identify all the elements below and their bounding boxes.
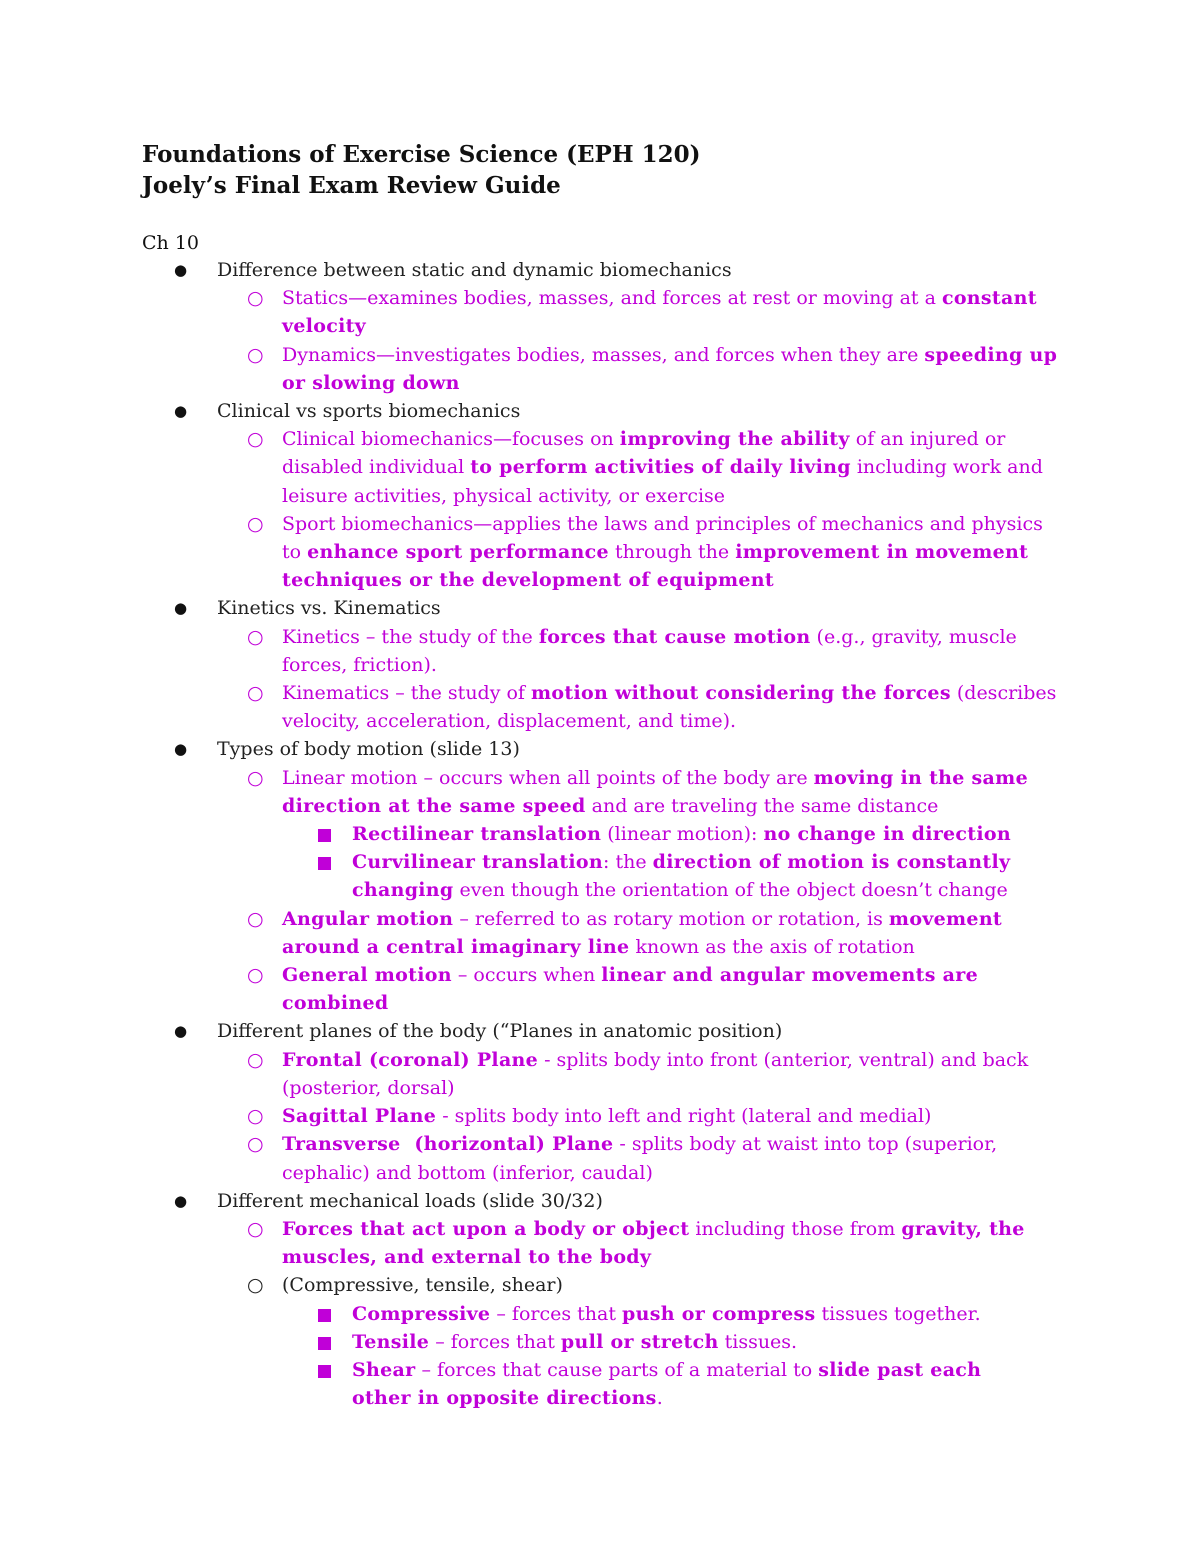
notes-list (0, 256, 1200, 1412)
square-bullet-icon (318, 1337, 331, 1350)
list-item (0, 425, 1062, 510)
note-text: through the (608, 541, 736, 564)
list-item (0, 594, 1200, 622)
square-bullet-icon (318, 1309, 331, 1322)
list-item (0, 1356, 1042, 1412)
note-text: – forces that (490, 1302, 623, 1325)
note-emphasis: improving the ability (619, 428, 850, 451)
note-text: – occurs when (451, 964, 602, 987)
list-item (0, 1328, 1042, 1356)
list-item (0, 820, 1042, 848)
note-text: tissues together. (815, 1302, 981, 1325)
circle-bullet-icon: ○ (247, 512, 264, 535)
list-item (0, 679, 1062, 735)
list-item (0, 256, 1200, 284)
square-bullet-icon (318, 829, 331, 842)
list-item (0, 1017, 1200, 1045)
list-item (0, 961, 1062, 1017)
note-text: including those from (689, 1217, 902, 1240)
list-item (0, 1271, 1062, 1299)
square-bullet-icon (318, 857, 331, 870)
note-text: Sport biomechanics—applies the laws and principles of mechanics and physics to (282, 512, 1043, 564)
note-text: Linear motion – occurs when all points of the body are (282, 766, 814, 789)
list-item (0, 764, 1062, 820)
note-emphasis: forces that cause motion (538, 625, 811, 648)
note-text: Kinematics – the study of (282, 682, 532, 705)
circle-bullet-icon: ○ (247, 428, 264, 451)
circle-bullet-icon: ○ (247, 1048, 264, 1071)
note-emphasis: Forces that act upon a body or object (282, 1217, 690, 1240)
note-emphasis: moving in the same direction at the same speed (282, 766, 1028, 817)
square-bullet-icon (318, 1365, 331, 1378)
bullet-icon: ● (174, 402, 188, 421)
note-text: even though the orientation of the object doesn’t change (453, 879, 1008, 902)
note-emphasis: constant velocity (282, 287, 1037, 338)
circle-bullet-icon: ○ (247, 287, 264, 310)
note-text: (linear motion): (601, 823, 764, 846)
circle-bullet-icon: ○ (247, 1217, 264, 1240)
bullet-icon: ● (174, 599, 188, 618)
note-emphasis: Tensile (352, 1330, 430, 1353)
list-item (0, 341, 1062, 397)
list-item (0, 1130, 1062, 1186)
note-emphasis: motion without considering the forces (531, 682, 951, 705)
circle-bullet-icon: ○ (247, 625, 264, 648)
section-heading: Different mechanical loads (slide 30/32) (217, 1189, 603, 1212)
note-emphasis: Shear (352, 1358, 416, 1381)
note-emphasis: to perform activities of daily living (470, 456, 851, 479)
note-emphasis: Rectilinear translation (352, 823, 602, 846)
note-text: (Compressive, tensile, shear) (282, 1274, 563, 1297)
bullet-icon: ● (174, 1191, 188, 1210)
list-item (0, 397, 1200, 425)
section-heading: Clinical vs sports biomechanics (217, 400, 521, 423)
note-text: : the (603, 851, 653, 874)
list-item (0, 1215, 1062, 1271)
note-text: – forces that cause parts of a material to (415, 1358, 819, 1381)
list-item (0, 1300, 1042, 1328)
chapter-heading: Ch 10 (142, 232, 199, 254)
note-text: (e.g., gravity, muscle forces, friction). (282, 625, 1017, 676)
list-item (0, 1187, 1200, 1215)
circle-bullet-icon: ○ (247, 1105, 264, 1128)
bullet-icon: ● (174, 1022, 188, 1041)
note-text: known as the axis of rotation (629, 935, 915, 958)
note-emphasis: Angular motion (282, 907, 454, 930)
note-text: including work and leisure activities, physical activity, or exercise (282, 456, 1043, 507)
note-emphasis: pull or stretch (560, 1330, 719, 1353)
note-text: - splits body at waist into top (superior, cephalic) and bottom (inferior, caudal) (282, 1133, 998, 1184)
note-text: (describes velocity, acceleration, displacement, and time). (282, 682, 1057, 733)
list-item (0, 284, 1062, 340)
note-emphasis: Frontal (coronal) Plane (282, 1048, 539, 1071)
bullet-icon: ● (174, 261, 188, 279)
note-emphasis: slide past each other in opposite directions (352, 1358, 982, 1410)
circle-bullet-icon: ○ (247, 766, 264, 789)
note-emphasis: push or compress (622, 1302, 816, 1325)
section-heading: Different planes of the body (“Planes in anatomic position) (217, 1020, 783, 1043)
section-heading: Types of body motion (slide 13) (217, 738, 520, 761)
note-emphasis: speeding up or slowing down (282, 343, 1058, 394)
note-emphasis: movement around a central imaginary line (282, 907, 1003, 958)
document-subtitle: Joely’s Final Exam Review Guide (142, 172, 561, 199)
note-text: and are traveling the same distance (585, 794, 939, 817)
note-text: Kinetics – the study of the (282, 625, 539, 648)
section-heading: Difference between static and dynamic biomechanics (217, 259, 732, 281)
note-emphasis: linear and angular movements are combined (282, 964, 978, 1015)
circle-bullet-icon: ○ (247, 964, 264, 987)
note-text: . (656, 1387, 663, 1410)
circle-bullet-icon: ○ (247, 1274, 264, 1297)
note-text: of an injured or disabled individual (282, 428, 1006, 479)
note-text: - splits body into front (anterior, ventral) and back (posterior, dorsal) (282, 1048, 1029, 1099)
document-title: Foundations of Exercise Science (EPH 120) (142, 141, 701, 168)
note-text: - splits body into left and right (lateral and medial) (436, 1105, 932, 1128)
note-emphasis: gravity, the muscles, and external to the body (282, 1217, 1025, 1269)
note-emphasis: improvement in movement techniques or the development of equipment (282, 541, 1029, 592)
list-item (0, 1046, 1062, 1102)
note-emphasis: Sagittal Plane (282, 1105, 437, 1128)
note-text: tissues. (718, 1330, 798, 1353)
note-emphasis: direction of motion is constantly changing (352, 851, 1011, 902)
list-item (0, 848, 1042, 904)
list-item (0, 510, 1062, 595)
note-emphasis: Curvilinear translation (352, 851, 603, 874)
circle-bullet-icon: ○ (247, 343, 264, 366)
circle-bullet-icon: ○ (247, 907, 264, 930)
note-text: Statics—examines bodies, masses, and forces at rest or moving at a (282, 287, 942, 310)
note-text: Dynamics—investigates bodies, masses, and forces when they are (282, 343, 925, 366)
circle-bullet-icon: ○ (247, 682, 264, 705)
note-text: – referred to as rotary motion or rotation, is (453, 907, 889, 930)
list-item (0, 735, 1200, 763)
list-item (0, 623, 1062, 679)
bullet-icon: ● (174, 740, 188, 759)
note-emphasis: Compressive (352, 1302, 491, 1325)
circle-bullet-icon: ○ (247, 1133, 264, 1156)
note-text: – forces that (429, 1330, 561, 1353)
list-item (0, 905, 1062, 961)
note-emphasis: no change in direction (763, 823, 1011, 846)
list-item (0, 1102, 1062, 1130)
note-emphasis: Transverse (horizontal) Plane (282, 1133, 614, 1156)
note-emphasis: General motion (282, 964, 452, 987)
section-heading: Kinetics vs. Kinematics (217, 597, 441, 620)
note-text: Clinical biomechanics—focuses on (282, 428, 620, 451)
note-emphasis: enhance sport performance (307, 541, 609, 564)
